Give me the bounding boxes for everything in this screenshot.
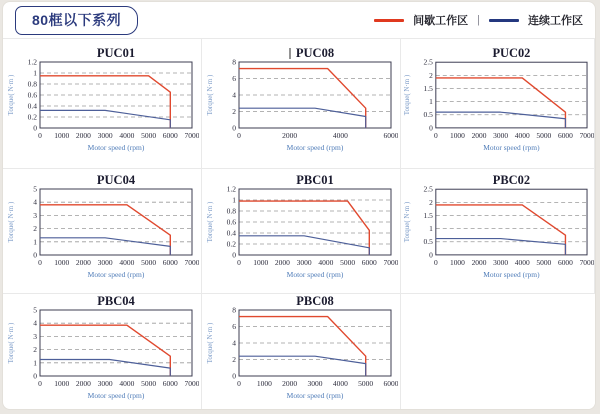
charts-grid [3, 38, 595, 410]
plot-border [40, 310, 192, 376]
x-axis-label: Motor speed (rpm) [286, 270, 344, 279]
y-tick-label: 0.4 [27, 101, 37, 110]
legend-separator: | [477, 14, 480, 26]
x-tick-label: 0 [38, 258, 42, 267]
x-axis-label: Motor speed (rpm) [87, 270, 145, 279]
plot-border [40, 189, 192, 255]
x-tick-label: 7000 [383, 258, 398, 267]
x-tick-label: 3000 [97, 130, 113, 140]
y-tick-label: 1.5 [423, 83, 433, 93]
chart-PUC02 [401, 45, 594, 163]
y-tick-label: 2 [429, 197, 433, 207]
x-tick-label: 0 [237, 130, 241, 140]
y-tick-label: 0 [232, 250, 236, 260]
x-tick-label: 7000 [184, 378, 199, 388]
y-tick-label: 2 [33, 344, 37, 354]
y-tick-label: 2.5 [423, 57, 433, 67]
x-tick-label: 2000 [75, 130, 91, 140]
y-axis-label: Torque( N·m ) [402, 201, 411, 243]
x-tick-label: 5000 [141, 130, 157, 140]
series-line-continuous [40, 359, 170, 376]
x-tick-label: 1000 [54, 378, 70, 388]
x-tick-label: 6000 [162, 258, 178, 267]
y-tick-label: 0.2 [27, 112, 37, 121]
x-axis-label: Motor speed (rpm) [87, 142, 145, 152]
x-axis-label: Motor speed (rpm) [483, 269, 540, 279]
empty-cell [401, 294, 595, 410]
page-title: 80框以下系列 [15, 6, 138, 35]
y-tick-label: 1 [429, 96, 433, 106]
chart-cell-PBC04 [3, 294, 202, 410]
x-axis-label: Motor speed (rpm) [483, 142, 540, 152]
series-line-intermittent [436, 205, 566, 255]
x-tick-label: 5000 [536, 130, 552, 140]
page-card [2, 1, 596, 410]
x-tick-label: 6000 [361, 258, 377, 267]
x-tick-label: 6000 [383, 378, 398, 388]
chart-PUC08 [204, 45, 398, 163]
y-tick-label: 5 [33, 184, 37, 194]
x-tick-label: 6000 [557, 257, 573, 267]
y-tick-label: 3 [33, 331, 37, 341]
y-axis-label: Torque( N·m ) [7, 322, 15, 363]
x-axis-label: Motor speed (rpm) [87, 390, 145, 400]
x-axis-label: Motor speed (rpm) [286, 390, 344, 400]
y-tick-label: 3 [33, 210, 37, 220]
y-tick-label: 2 [232, 354, 236, 364]
x-tick-label: 5000 [358, 378, 374, 388]
chart-cell-PUC01 [3, 39, 202, 169]
x-tick-label: 1000 [449, 130, 465, 140]
chart-title: PUC01 [96, 45, 136, 60]
x-axis-label: Motor speed (rpm) [286, 142, 344, 152]
series-line-intermittent [239, 316, 366, 375]
x-tick-label: 1000 [253, 258, 269, 267]
x-tick-label: 5000 [141, 378, 157, 388]
x-tick-label: 4000 [332, 130, 348, 140]
x-tick-label: 2000 [75, 258, 91, 267]
chart-cell-PBC01 [202, 169, 401, 294]
series-line-intermittent [239, 201, 369, 255]
y-tick-label: 1 [33, 357, 37, 367]
y-tick-label: 8 [232, 305, 236, 314]
x-tick-label: 2000 [282, 130, 298, 140]
y-tick-label: 1 [429, 224, 433, 234]
y-tick-label: 1.5 [423, 210, 433, 220]
y-axis-label: Torque( N·m ) [206, 74, 214, 115]
y-tick-label: 0 [33, 123, 37, 132]
y-tick-label: 8 [232, 57, 236, 66]
x-tick-label: 2000 [471, 130, 487, 140]
x-tick-label: 4000 [119, 378, 135, 388]
x-tick-label: 3000 [296, 258, 312, 267]
chart-title: PUC02 [492, 45, 531, 60]
x-tick-label: 2000 [282, 378, 298, 388]
chart-PBC08 [204, 294, 398, 410]
x-tick-label: 3000 [493, 130, 509, 140]
y-tick-label: 0 [33, 250, 37, 260]
y-tick-label: 2 [232, 106, 236, 116]
y-tick-label: 4 [33, 318, 37, 328]
x-tick-label: 2000 [471, 257, 487, 267]
x-tick-label: 3000 [493, 257, 509, 267]
chart-cell-PUC02 [401, 39, 595, 169]
x-tick-label: 6000 [162, 130, 178, 140]
chart-title: PBC08 [296, 294, 334, 308]
x-tick-label: 3000 [307, 378, 323, 388]
chart-title: PUC04 [96, 173, 136, 187]
chart-PUC01 [5, 45, 199, 163]
x-tick-label: 0 [38, 378, 42, 388]
x-tick-label: 5000 [141, 258, 157, 267]
y-axis-label: Torque( N·m ) [206, 322, 214, 363]
x-tick-label: 0 [433, 130, 438, 140]
x-tick-label: 3000 [97, 258, 113, 267]
legend [374, 12, 583, 28]
y-axis-label: Torque( N·m ) [402, 74, 411, 115]
y-tick-label: 2.5 [423, 184, 433, 194]
x-tick-label: 5000 [536, 257, 552, 267]
y-tick-label: 0.6 [27, 90, 37, 99]
continuous-line-swatch [489, 19, 519, 22]
series-line-intermittent [40, 325, 170, 376]
x-tick-label: 0 [237, 258, 241, 267]
x-tick-label: 4000 [514, 257, 530, 267]
y-tick-label: 0.5 [423, 237, 433, 247]
y-axis-label: Torque( N·m ) [206, 201, 214, 243]
y-tick-label: 4 [232, 338, 236, 347]
x-tick-label: 5000 [340, 258, 356, 267]
x-tick-label: 6000 [162, 378, 178, 388]
x-tick-label: 1000 [54, 130, 70, 140]
x-tick-label: 0 [433, 257, 438, 267]
y-tick-label: 4 [232, 90, 236, 99]
y-tick-label: 0 [429, 250, 433, 260]
y-tick-label: 1.2 [27, 57, 37, 66]
x-tick-label: 0 [237, 378, 241, 388]
chart-cell-PUC04 [3, 169, 202, 294]
series-line-continuous [436, 239, 566, 255]
x-tick-label: 1000 [54, 258, 70, 267]
y-tick-label: 0.8 [226, 206, 236, 216]
chart-PUC04 [5, 172, 199, 290]
x-tick-label: 7000 [579, 257, 594, 267]
y-tick-label: 0.5 [423, 109, 433, 119]
x-tick-label: 3000 [97, 378, 113, 388]
chart-title: PBC01 [296, 173, 334, 187]
x-tick-label: 4000 [514, 130, 530, 140]
chart-title: PBC04 [97, 294, 135, 308]
y-tick-label: 0 [232, 123, 236, 132]
x-tick-label: 7000 [184, 130, 199, 140]
y-tick-label: 2 [429, 70, 433, 80]
series-line-intermittent [239, 68, 366, 127]
x-tick-label: 0 [38, 130, 42, 140]
y-tick-label: 1.2 [226, 184, 236, 194]
chart-PBC01 [204, 172, 398, 290]
x-tick-label: 4000 [119, 130, 135, 140]
y-tick-label: 0.2 [226, 239, 236, 249]
intermittent-line-swatch [374, 19, 404, 22]
chart-title: PBC02 [492, 173, 531, 188]
x-tick-label: 1000 [449, 257, 465, 267]
y-tick-label: 0 [429, 122, 433, 132]
x-tick-label: 7000 [579, 130, 594, 140]
series-line-intermittent [436, 77, 566, 127]
y-tick-label: 0 [33, 371, 37, 380]
y-tick-label: 5 [33, 305, 37, 314]
y-tick-label: 0.6 [226, 217, 236, 227]
page-header [3, 2, 595, 38]
y-tick-label: 6 [232, 321, 236, 331]
legend-label-intermittent: 间歇工作区 [413, 15, 469, 27]
chart-cell-PBC08 [202, 294, 401, 410]
x-tick-label: 7000 [184, 258, 199, 267]
y-tick-label: 0.8 [27, 79, 37, 88]
chart-cell-PUC08 [202, 39, 401, 169]
x-tick-label: 6000 [383, 130, 398, 140]
series-line-continuous [239, 236, 369, 255]
y-tick-label: 1 [33, 237, 37, 247]
y-tick-label: 0.4 [226, 228, 236, 238]
y-tick-label: 4 [33, 197, 37, 207]
y-tick-label: 2 [33, 224, 37, 234]
x-tick-label: 4000 [318, 258, 334, 267]
y-axis-label: Torque( N·m ) [7, 201, 15, 243]
chart-PBC04 [5, 294, 199, 410]
series-line-intermittent [40, 205, 170, 255]
legend-label-continuous: 连续工作区 [528, 15, 583, 27]
y-tick-label: 0 [232, 371, 236, 380]
y-tick-label: 6 [232, 73, 236, 83]
chart-PBC02 [401, 172, 594, 290]
x-tick-label: 2000 [75, 378, 91, 388]
x-tick-label: 6000 [557, 130, 573, 140]
plot-border [436, 189, 587, 255]
y-axis-label: Torque( N·m ) [7, 74, 15, 115]
series-line-continuous [40, 110, 170, 128]
series-line-continuous [40, 238, 170, 255]
x-tick-label: 4000 [119, 258, 135, 267]
chart-cell-PBC02 [401, 169, 595, 294]
y-tick-label: 1 [33, 68, 37, 77]
x-tick-label: 4000 [332, 378, 348, 388]
chart-title: PUC08 [295, 45, 335, 60]
y-tick-label: 1 [232, 195, 236, 205]
x-tick-label: 2000 [274, 258, 290, 267]
x-tick-label: 1000 [256, 378, 272, 388]
